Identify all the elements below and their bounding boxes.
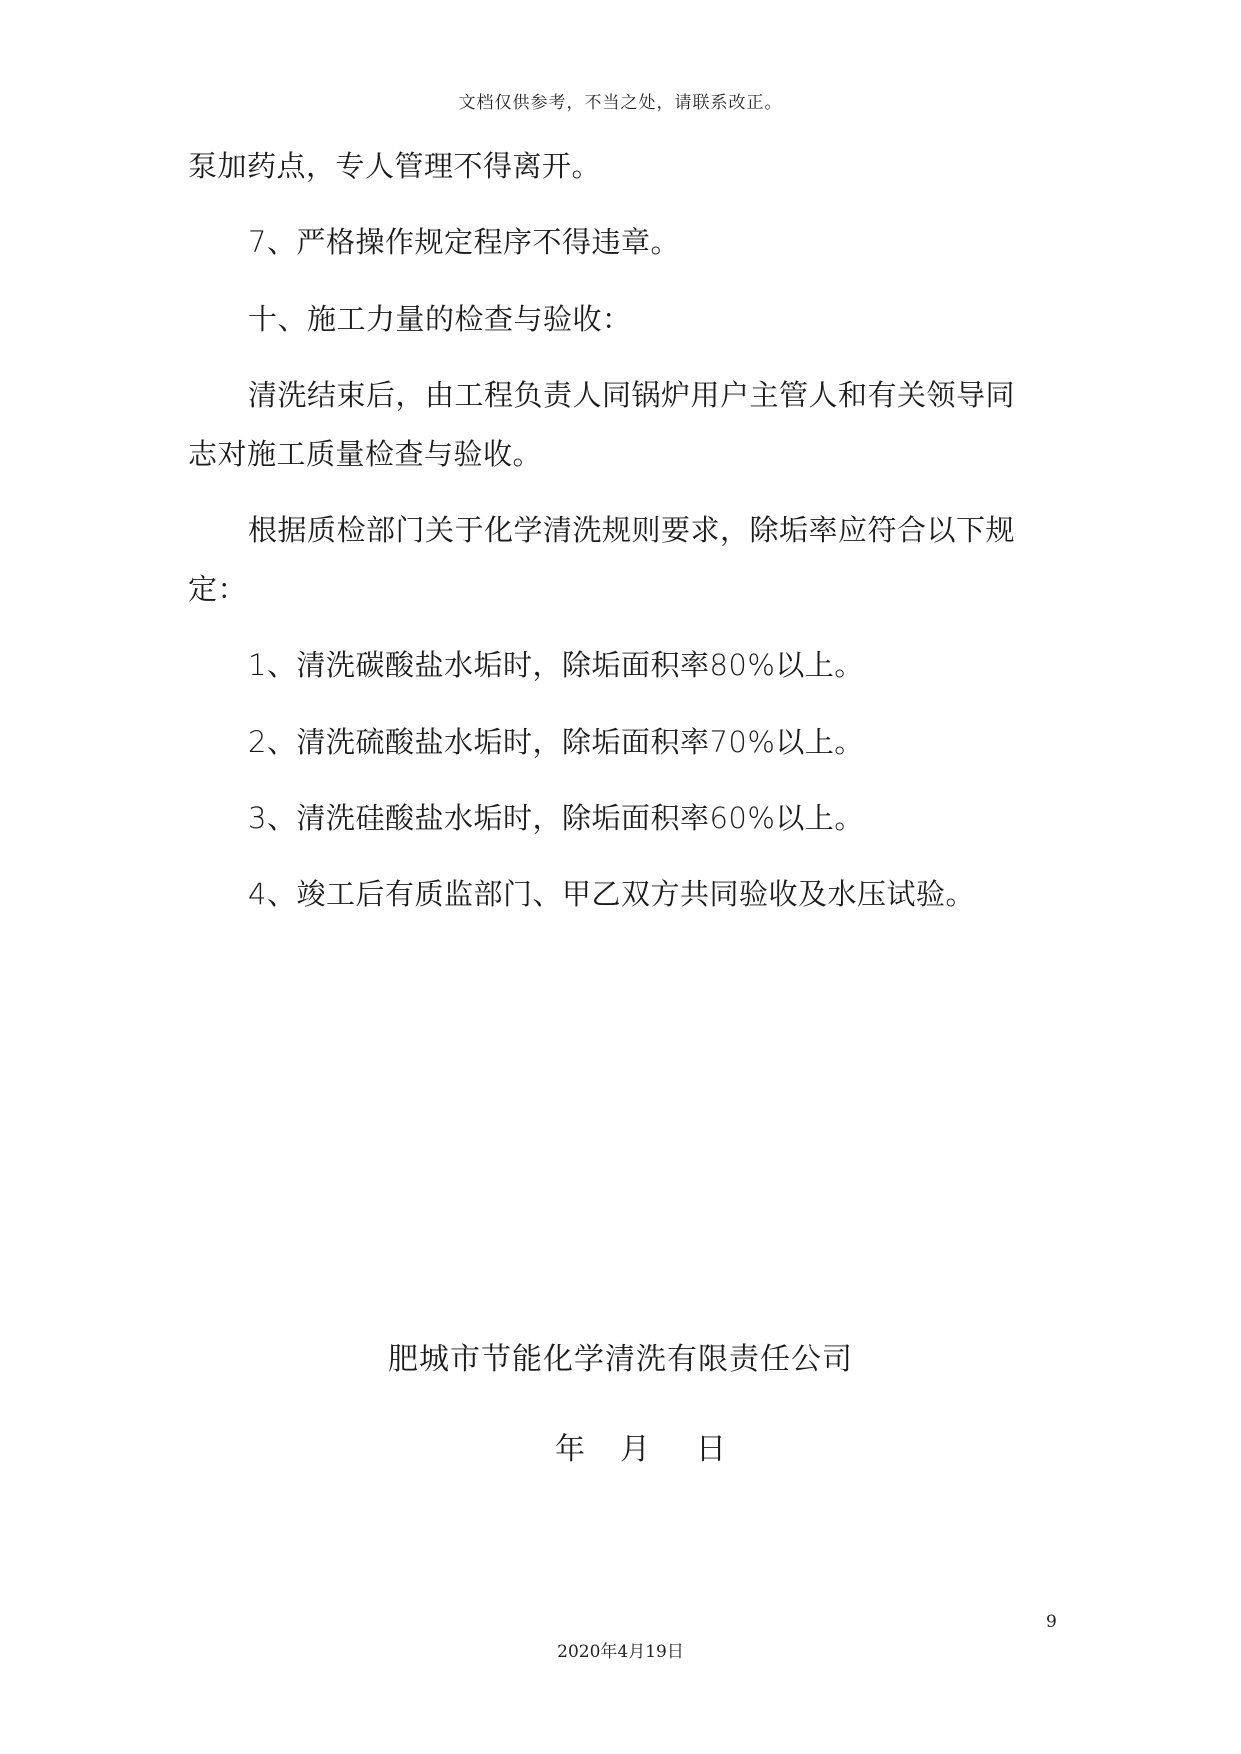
body-line: 志对施工质量检查与验收。 — [188, 437, 543, 471]
page-number: 9 — [1046, 1612, 1057, 1632]
body-line: 7、严格操作规定程序不得违章。 — [248, 225, 680, 259]
list-item: 1、清洗碳酸盐水垢时，除垢面积率80%以上。 — [248, 648, 864, 682]
month-label: 月 — [620, 1432, 650, 1467]
body-line: 根据质检部门关于化学清洗规则要求，除垢率应符合以下规 — [248, 513, 1016, 547]
body-line: 定： — [188, 572, 248, 606]
day-label: 日 — [696, 1432, 726, 1467]
list-item: 2、清洗硫酸盐水垢时，除垢面积率70%以上。 — [248, 725, 864, 759]
year-label: 年 — [555, 1432, 585, 1467]
header-note: 文档仅供参考，不当之处，请联系改正。 — [458, 93, 783, 113]
list-item: 4、竣工后有质监部门、甲乙双方共同验收及水压试验。 — [248, 877, 975, 911]
body-line: 清洗结束后，由工程负责人同锅炉用户主管人和有关领导同 — [248, 378, 1016, 412]
footer-date: 2020年4月19日 — [557, 1642, 684, 1662]
list-item: 3、清洗硅酸盐水垢时，除垢面积率60%以上。 — [248, 801, 864, 835]
company-signature: 肥城市节能化学清洗有限责任公司 — [388, 1342, 853, 1377]
body-line: 泵加药点，专人管理不得离开。 — [188, 149, 602, 183]
section-heading: 十、施工力量的检查与验收： — [248, 302, 632, 336]
